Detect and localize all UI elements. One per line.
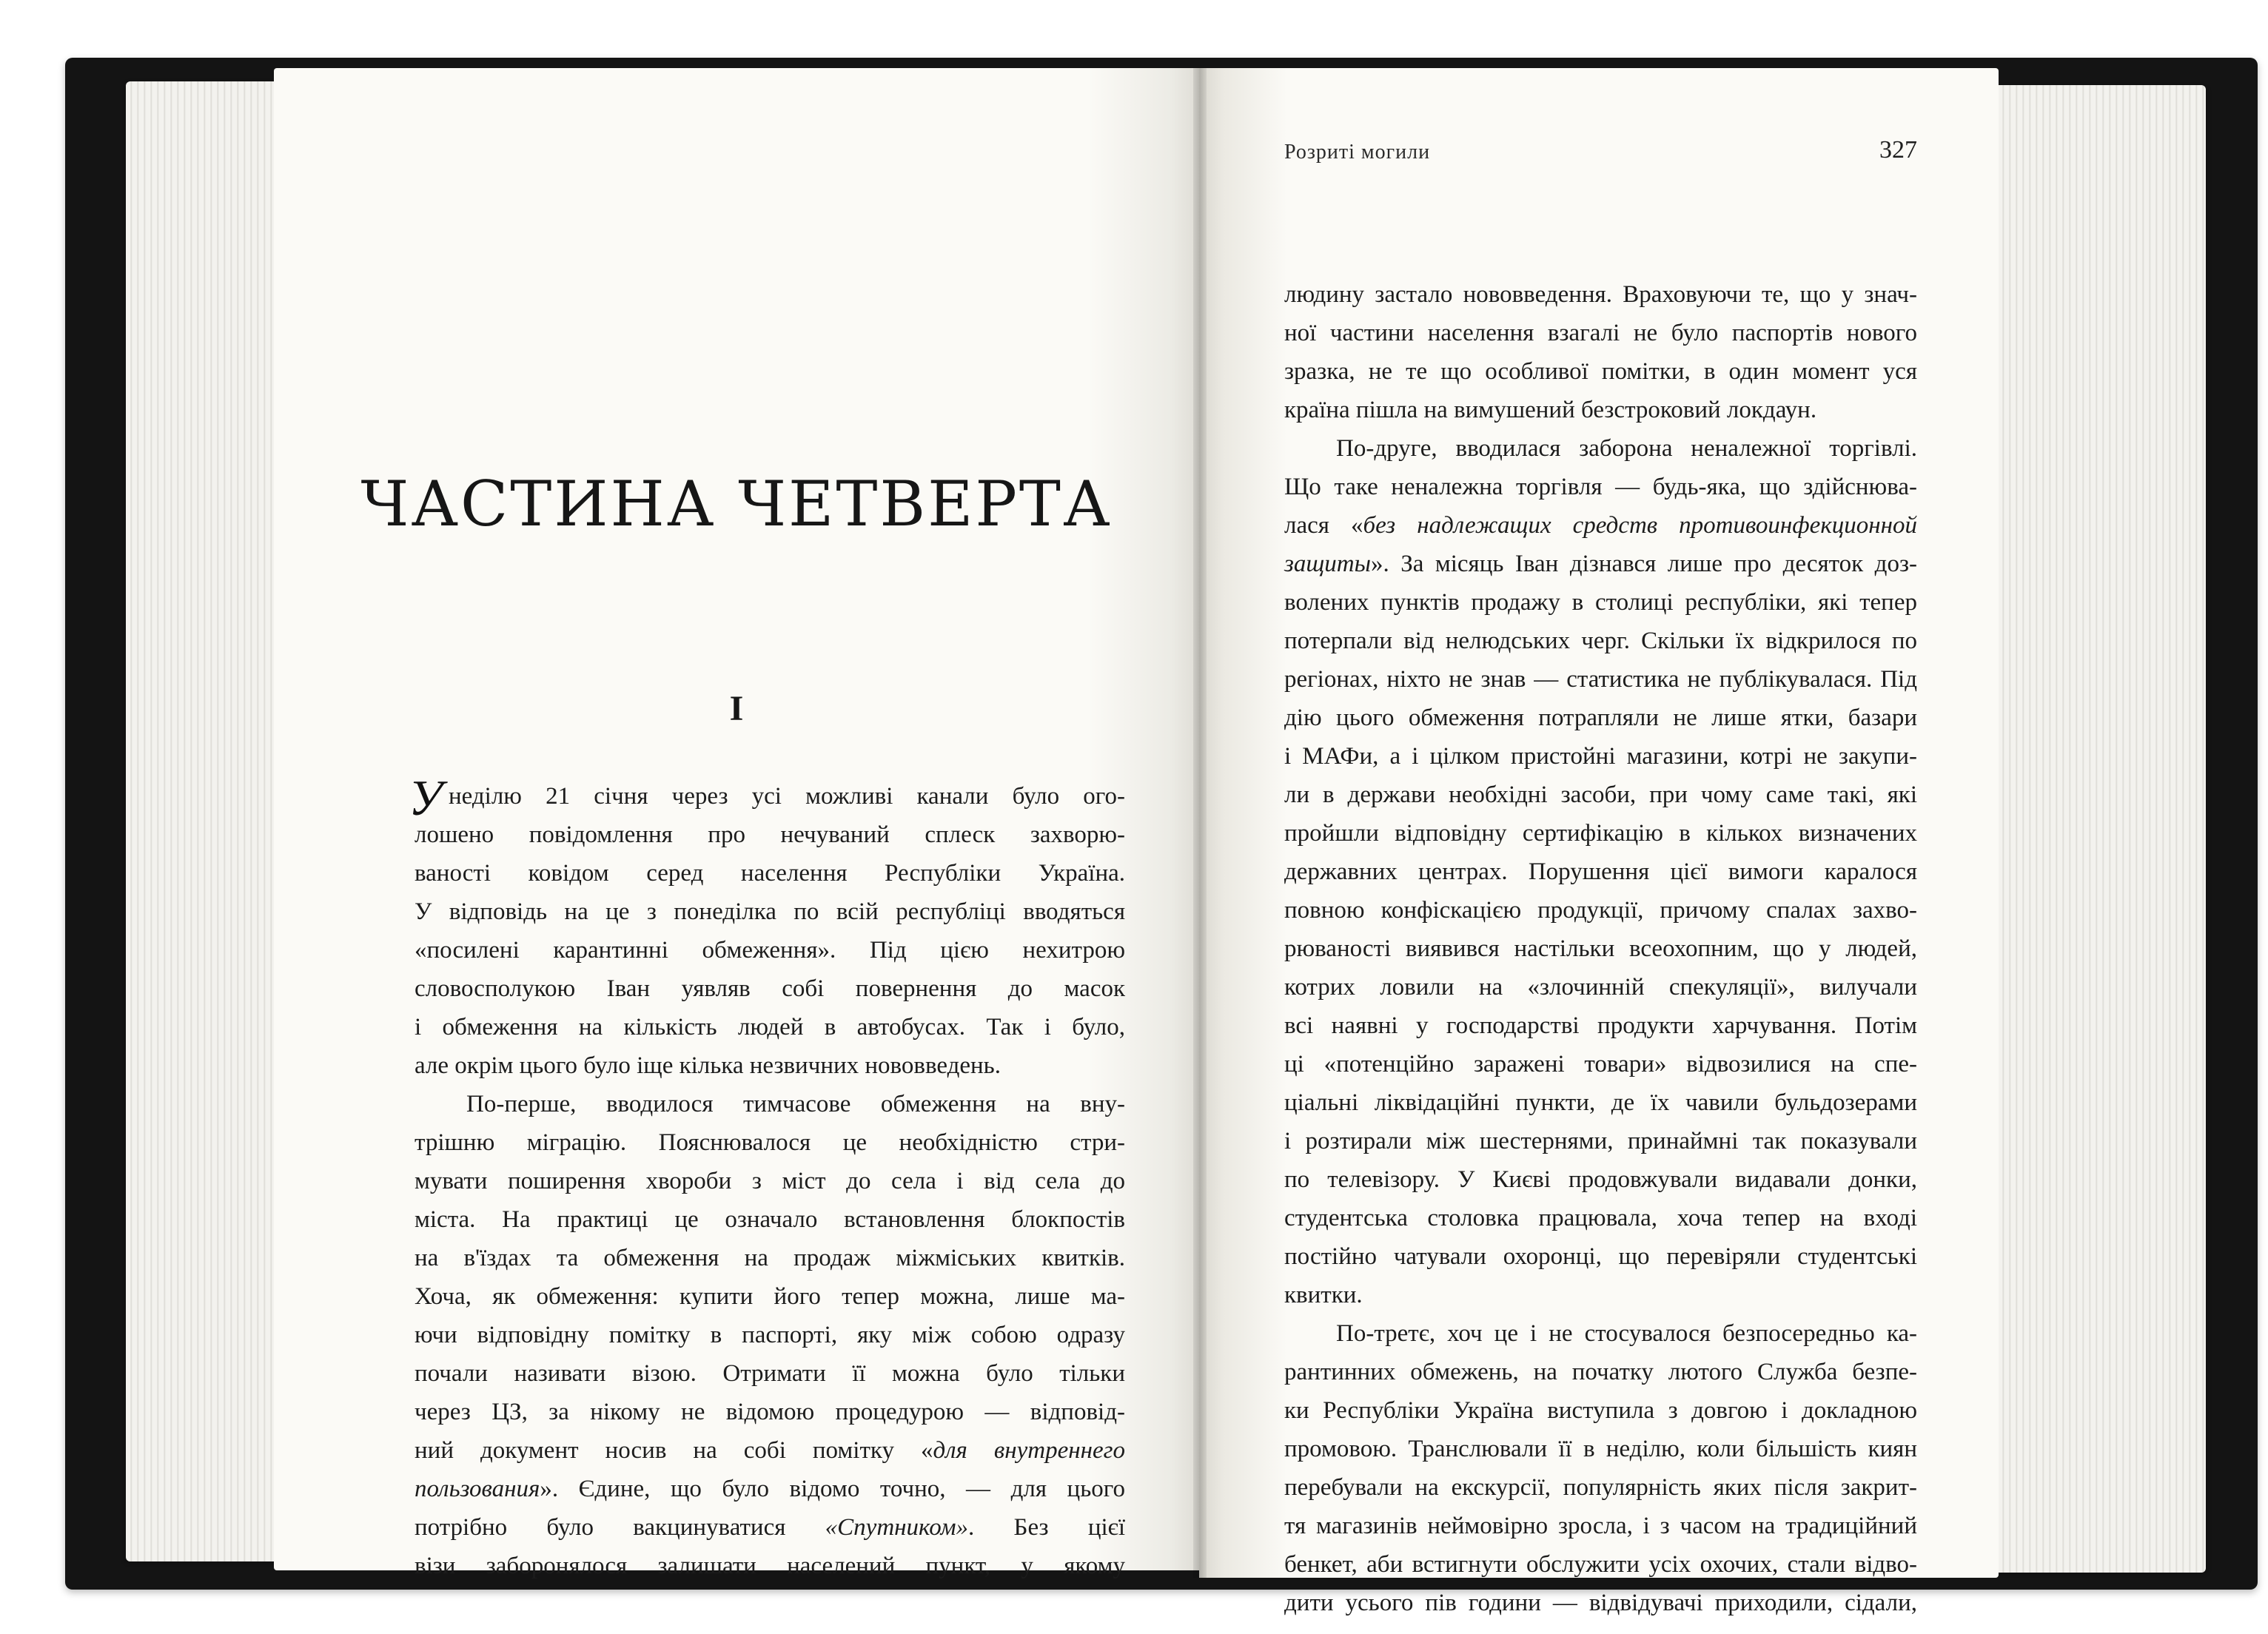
text-segment: на в'їздах та обмеження на продаж міжміських квитків. bbox=[415, 1245, 1125, 1271]
text-segment: регіонах, ніхто не знав — статистика не публікувалася. Під bbox=[1284, 666, 1917, 693]
italic-text-segment: для внутреннего bbox=[933, 1437, 1125, 1464]
text-segment: рюваності виявився настільки всеохопним, що у людей, bbox=[1284, 935, 1917, 962]
text-segment: ваності ковідом серед населення Республіки Україна. bbox=[415, 860, 1125, 887]
text-segment: неділю 21 січня через усі можливі канали було ого- bbox=[449, 783, 1125, 810]
italic-text-segment: защиты bbox=[1284, 551, 1371, 577]
text-line bbox=[1284, 314, 1917, 352]
text-segment: і МАФи, а і цілком пристойні магазини, котрі не закупи- bbox=[1284, 743, 1917, 770]
text-segment: котрих ловили на «злочинній спекуляції», вилучали bbox=[1284, 974, 1917, 1001]
text-line bbox=[1284, 391, 1917, 429]
text-segment: країна пішла на вимушений безстроковий локдаун. bbox=[1284, 397, 1817, 423]
text-segment: Хоча, як обмеження: купити його тепер можна, лише ма- bbox=[415, 1283, 1125, 1310]
text-segment: ки Республіки Україна виступила з довгою і докладною bbox=[1284, 1397, 1917, 1424]
text-line bbox=[1284, 660, 1917, 699]
text-line bbox=[1284, 1122, 1917, 1160]
text-line bbox=[1284, 352, 1917, 391]
text-line bbox=[415, 1431, 1125, 1470]
text-line bbox=[415, 1508, 1125, 1547]
text-line bbox=[415, 1354, 1125, 1393]
right-page bbox=[1199, 68, 1999, 1616]
part-title: ЧАСТИНА ЧЕТВЕРТА bbox=[360, 468, 1113, 540]
text-segment: ». За місяць Іван дізнався лише про десяток доз- bbox=[1370, 551, 1917, 577]
drop-cap: У bbox=[409, 770, 443, 826]
text-segment: але окрім цього було іще кілька незвичних нововведень. bbox=[415, 1052, 1001, 1079]
book-gutter bbox=[1193, 68, 1207, 1578]
text-line bbox=[1284, 891, 1917, 929]
text-line bbox=[1284, 776, 1917, 814]
text-line bbox=[1284, 929, 1917, 968]
text-line bbox=[415, 1008, 1125, 1046]
text-segment: потерпали від нелюдських черг. Скільки їх відкрилося по bbox=[1284, 628, 1917, 654]
text-segment: ли в держави необхідні засоби, при чому саме такі, які bbox=[1284, 781, 1917, 808]
text-line bbox=[1284, 1237, 1917, 1276]
text-line bbox=[1284, 1468, 1917, 1507]
text-line bbox=[1284, 1507, 1917, 1545]
text-segment: По-друге, вводилася заборона неналежної торгівлі. bbox=[1336, 435, 1917, 462]
text-segment: квитки. bbox=[1284, 1282, 1363, 1308]
text-segment: людину застало нововведення. Враховуючи те, що у знач- bbox=[1284, 281, 1917, 308]
text-line bbox=[1284, 1545, 1917, 1584]
right-body-text bbox=[1284, 275, 1917, 1622]
italic-text-segment: без надлежащих средств противоинфекционной bbox=[1363, 512, 1917, 539]
text-line bbox=[415, 892, 1125, 931]
text-segment: волених пунктів продажу в столиці республіки, які тепер bbox=[1284, 589, 1917, 616]
text-line bbox=[1284, 1276, 1917, 1314]
text-segment: По-третє, хоч це і не стосувалося безпосередньо ка- bbox=[1336, 1320, 1917, 1347]
text-line bbox=[1284, 1045, 1917, 1083]
text-line bbox=[1284, 429, 1917, 468]
text-segment: дити усього пів години — відвідувачі приходили, сідали, bbox=[1284, 1590, 1917, 1616]
text-segment: через ЦЗ, за нікому не відомою процедурою — відповід- bbox=[415, 1399, 1125, 1425]
text-segment: ці «потенційно заражені товари» відвозилися на спе- bbox=[1284, 1051, 1917, 1077]
text-segment: тя магазинів неймовірно зросла, і з часом на традиційний bbox=[1284, 1513, 1917, 1539]
text-segment: і розтирали між шестернями, принаймні так показували bbox=[1284, 1128, 1917, 1154]
text-segment: мувати поширення хвороби з міст до села і від села до bbox=[415, 1168, 1125, 1194]
text-segment: по телевізору. У Києві продовжували видавали донки, bbox=[1284, 1166, 1917, 1193]
text-line bbox=[415, 1123, 1125, 1162]
text-segment: зразка, не те що особливої помітки, в один момент уся bbox=[1284, 358, 1917, 385]
text-line bbox=[415, 1547, 1125, 1585]
text-segment: перебували на екскурсії, популярність яких після закрит- bbox=[1284, 1474, 1917, 1501]
running-head: Розриті могили bbox=[1284, 141, 1431, 164]
text-segment: словосполукою Іван уявляв собі повернення до масок bbox=[415, 975, 1125, 1002]
text-line bbox=[415, 1277, 1125, 1316]
text-segment: ціальні ліквідаційні пункти, де їх чавили бульдозерами bbox=[1284, 1089, 1917, 1116]
text-segment: постійно чатували охоронці, що перевіряли студентські bbox=[1284, 1243, 1917, 1270]
text-segment: лася « bbox=[1284, 512, 1363, 539]
text-line bbox=[1284, 1430, 1917, 1468]
text-line bbox=[1284, 853, 1917, 891]
text-line bbox=[415, 1393, 1125, 1431]
text-line bbox=[1284, 1199, 1917, 1237]
italic-text-segment: пользования bbox=[415, 1476, 540, 1502]
text-line bbox=[1284, 1353, 1917, 1391]
text-segment: візи заборонялося залишати населений пункт, у якому bbox=[415, 1553, 1125, 1579]
text-segment: міста. На практиці це означало встановлення блокпостів bbox=[415, 1206, 1125, 1233]
text-line bbox=[415, 1162, 1125, 1200]
text-line bbox=[1284, 737, 1917, 776]
page-stack-left bbox=[126, 81, 281, 1561]
text-line bbox=[1284, 1391, 1917, 1430]
text-segment: По-перше, вводилося тимчасове обмеження на вну- bbox=[466, 1091, 1125, 1117]
text-segment: Що таке неналежна торгівля — будь-яка, що здійснюва- bbox=[1284, 474, 1917, 500]
page-number: 327 bbox=[1879, 136, 1917, 164]
text-segment: повною конфіскацією продукції, причому спалах захво- bbox=[1284, 897, 1917, 924]
text-segment: всі наявні у господарстві продукти харчування. Потім bbox=[1284, 1012, 1917, 1039]
text-line bbox=[1284, 545, 1917, 583]
text-line bbox=[1284, 968, 1917, 1006]
text-line bbox=[415, 816, 1125, 854]
text-segment: У відповідь на це з понеділка по всій республіці вводяться bbox=[415, 898, 1125, 925]
text-line bbox=[1284, 1083, 1917, 1122]
text-segment: ний документ носив на собі помітку « bbox=[415, 1437, 933, 1464]
text-line bbox=[415, 969, 1125, 1008]
text-line bbox=[415, 931, 1125, 969]
text-segment: почали називати візою. Отримати її можна було тільки bbox=[415, 1360, 1125, 1387]
text-line bbox=[1284, 583, 1917, 622]
text-segment: лошено повідомлення про нечуваний сплеск захворю- bbox=[415, 821, 1125, 848]
text-segment: ». Єдине, що було відомо точно, — для цього bbox=[540, 1476, 1125, 1502]
italic-text-segment: «Спутником» bbox=[825, 1514, 969, 1541]
page-stack-right bbox=[1991, 85, 2206, 1573]
text-segment: промовою. Транслювали її в неділю, коли більшість киян bbox=[1284, 1436, 1917, 1462]
text-segment: «посилені карантинні обмеження». Під цією нехитрою bbox=[415, 937, 1125, 964]
text-line bbox=[1284, 814, 1917, 853]
text-line bbox=[1284, 1160, 1917, 1199]
text-segment: трішню міграцію. Пояснювалося це необхідністю стри- bbox=[415, 1129, 1125, 1156]
text-segment: пройшли відповідну сертифікацію в кількох визначених bbox=[1284, 820, 1917, 847]
text-segment: дію цього обмеження потрапляли не лише ятки, базари bbox=[1284, 705, 1917, 731]
text-line bbox=[1284, 506, 1917, 545]
text-segment: потрібно було вакцинуватися bbox=[415, 1514, 825, 1541]
left-body-text bbox=[409, 770, 1125, 1585]
text-line bbox=[415, 854, 1125, 892]
text-line bbox=[1284, 1006, 1917, 1045]
text-line bbox=[409, 770, 1125, 826]
text-segment: студентська столовка працювала, хоча тепер на вході bbox=[1284, 1205, 1917, 1231]
text-segment: ючи відповідну помітку в паспорті, яку між собою одразу bbox=[415, 1322, 1125, 1348]
left-page bbox=[274, 68, 1199, 1579]
text-segment: бенкет, аби встигнути обслужити усіх охочих, стали відво- bbox=[1284, 1551, 1917, 1578]
text-line bbox=[1284, 622, 1917, 660]
text-segment: державних центрах. Порушення цієї вимоги каралося bbox=[1284, 858, 1917, 885]
text-line bbox=[1284, 468, 1917, 506]
text-line bbox=[415, 1046, 1125, 1085]
text-line bbox=[1284, 1314, 1917, 1353]
text-line bbox=[415, 1085, 1125, 1123]
text-line bbox=[415, 1470, 1125, 1508]
text-segment: і обмеження на кількість людей в автобусах. Так і було, bbox=[415, 1014, 1125, 1040]
text-line bbox=[415, 1239, 1125, 1277]
text-segment: . Без цієї bbox=[968, 1514, 1125, 1541]
text-line bbox=[415, 1200, 1125, 1239]
text-line bbox=[1284, 699, 1917, 737]
text-line bbox=[415, 1316, 1125, 1354]
text-segment: рантинних обмежень, на початку лютого Служба безпе- bbox=[1284, 1359, 1917, 1385]
text-line bbox=[1284, 275, 1917, 314]
text-segment: ної частини населення взагалі не було паспортів нового bbox=[1284, 320, 1917, 346]
chapter-number: I bbox=[729, 689, 744, 728]
text-line bbox=[1284, 1584, 1917, 1622]
